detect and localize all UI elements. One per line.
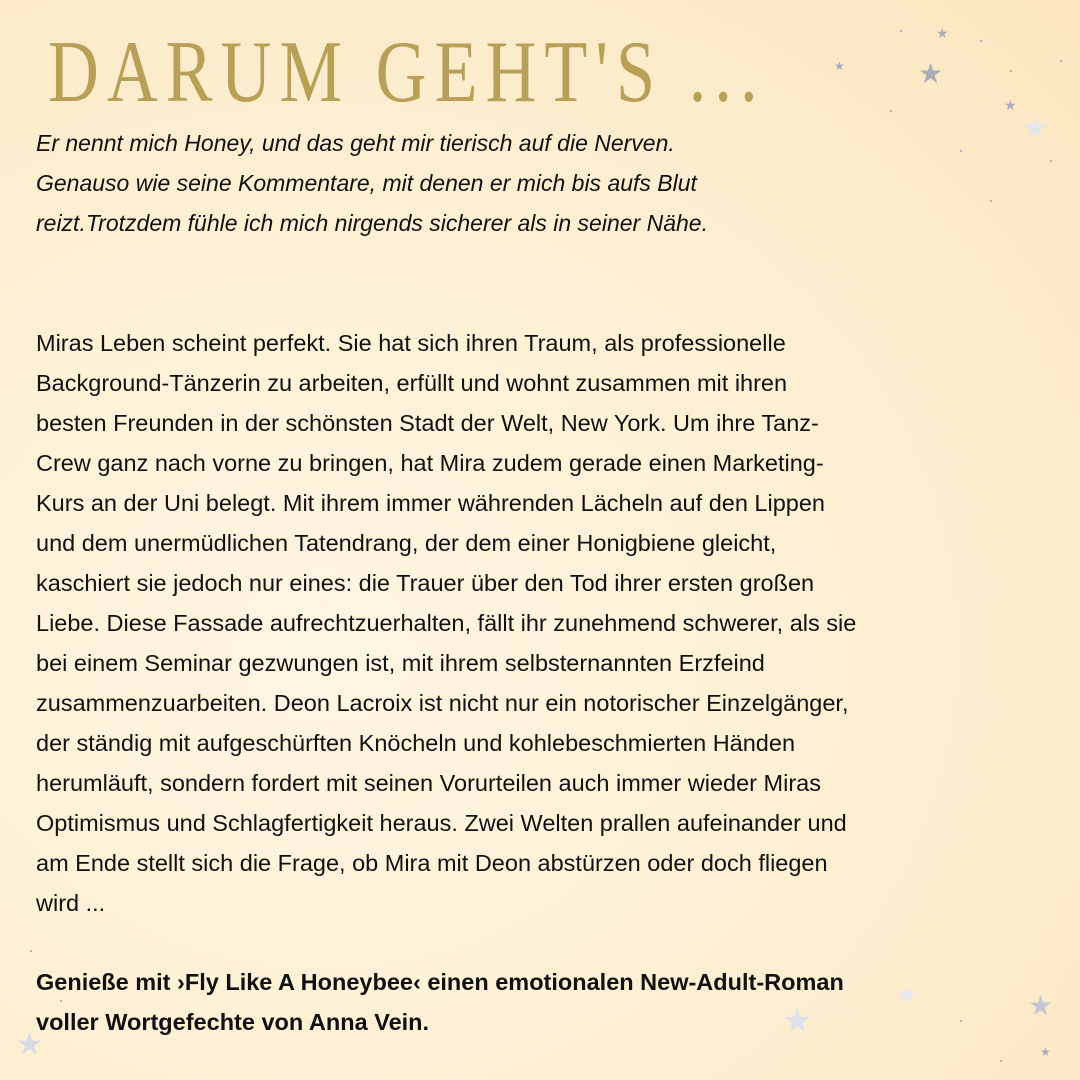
star-icon: ★ [16, 1028, 43, 1061]
closing-line: Genieße mit ›Fly Like A Honeybee‹ einen emotionalen New-Adult-Roman [36, 969, 844, 995]
synopsis-line: herumläuft, sondern fordert mit seinen Vorurteilen auch immer wieder Miras [36, 770, 821, 796]
synopsis-line: Background-Tänzerin zu arbeiten, erfüllt und wohnt zusammen mit ihren [36, 370, 788, 396]
star-icon: ★ [834, 59, 845, 73]
star-icon: ★ [1040, 1045, 1051, 1059]
quote-line: Genauso wie seine Kommentare, mit denen er mich bis aufs Blut [36, 170, 697, 196]
closing-line: voller Wortgefechte von Anna Vein. [36, 1009, 430, 1035]
synopsis-line: und dem unermüdlichen Tatendrang, der dem einer Honigbiene gleicht, [36, 530, 777, 556]
synopsis-line: kaschiert sie jedoch nur eines: die Trauer über den Tod ihrer ersten großen [36, 570, 815, 596]
synopsis-line: Liebe. Diese Fassade aufrechtzuerhalten, fällt ihr zunehmend schwerer, als sie [36, 610, 857, 636]
star-icon: ★ [918, 58, 944, 89]
synopsis [36, 323, 856, 923]
synopsis-line: besten Freunden in der schönsten Stadt der Welt, New York. Um ihre Tanz- [36, 410, 819, 436]
synopsis-line: der ständig mit aufgeschürften Knöcheln und kohlebeschmierten Händen [36, 730, 796, 756]
synopsis-line: wird ... [36, 890, 106, 916]
quote-line: reizt.Trotzdem fühle ich mich nirgends sicherer als in seiner Nähe. [36, 210, 708, 236]
quote-line: Er nennt mich Honey, und das geht mir tierisch auf die Nerven. [36, 130, 675, 156]
star-icon: ★ [1028, 990, 1054, 1021]
synopsis-line: zusammenzuarbeiten. Deon Lacroix ist nicht nur ein notorischer Einzelgänger, [36, 690, 849, 716]
synopsis-line: bei einem Seminar gezwungen ist, mit ihrem selbsternannten Erzfeind [36, 650, 765, 676]
closing-statement [36, 962, 844, 1042]
page-title: DARUM GEHT'S ... [48, 24, 766, 121]
synopsis-line: Crew ganz nach vorne zu bringen, hat Mira zudem gerade einen Marketing- [36, 450, 824, 476]
star-icon: ★ [1022, 112, 1049, 145]
synopsis-line: am Ende stellt sich die Frage, ob Mira mit Deon abstürzen oder doch fliegen [36, 850, 828, 876]
star-icon: ★ [782, 1002, 813, 1040]
synopsis-line: Miras Leben scheint perfekt. Sie hat sich ihren Traum, als professionelle [36, 330, 786, 356]
star-icon: ★ [1004, 97, 1017, 113]
star-icon: ★ [936, 25, 949, 41]
star-icon: ★ [896, 982, 918, 1009]
synopsis-line: Optimismus und Schlagfertigkeit heraus. Zwei Welten prallen aufeinander und [36, 810, 847, 836]
synopsis-line: Kurs an der Uni belegt. Mit ihrem immer währenden Lächeln auf den Lippen [36, 490, 825, 516]
teaser-quote [36, 123, 708, 243]
